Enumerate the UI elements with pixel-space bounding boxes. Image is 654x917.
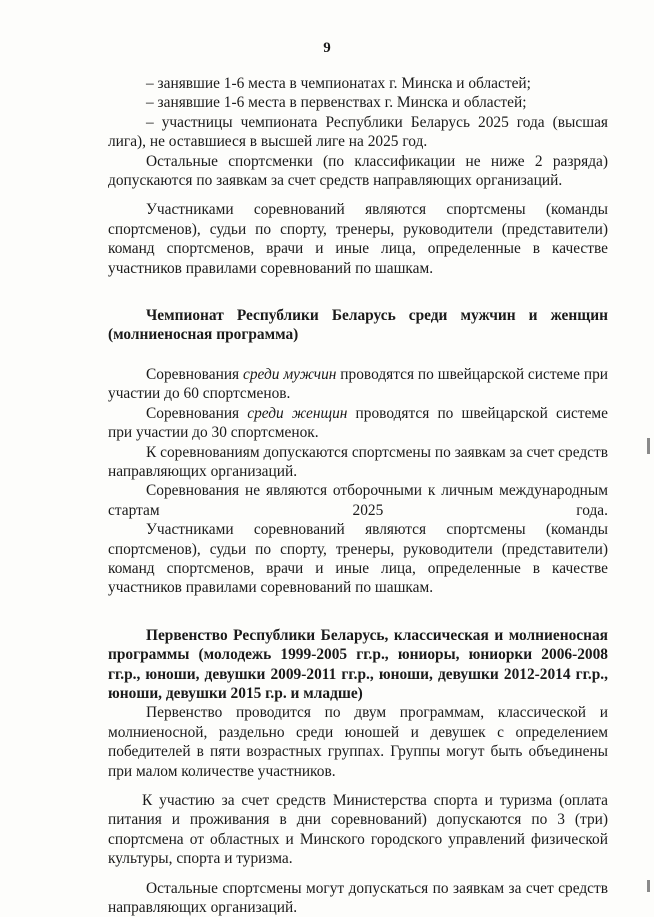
text: проводятся по швейцарской системе при участии до 60 спортсменов. — [108, 365, 608, 403]
list-item: – участницы чемпионата Республики Беларусь 2025 года (высшая лига), не оставшиеся в высшей лиге на 2025 год. — [108, 113, 608, 151]
paragraph-men — [108, 365, 608, 404]
text: Соревнования — [146, 404, 248, 422]
emphasis-women: среди женщин — [247, 404, 348, 422]
paragraph-women — [108, 404, 608, 443]
text: Соревнования — [146, 365, 244, 383]
list-item: – занявшие 1-6 места в первенствах г. Минска и областей; — [146, 94, 527, 112]
emphasis-men: среди мужчин — [243, 365, 337, 383]
paragraph-ministry-funding: К участию за счет средств Министерства спорта и туризма (оплата питания и проживания в дни соревнований) допускаются по 3 (три) спортсмена от областных и Минского городского управлений физической культуры, спорта и туризма. — [108, 792, 608, 868]
paragraph-other-athletes: Остальные спортсмены могут допускаться по заявкам за счет средств направляющих организаций. — [108, 879, 608, 917]
section-heading-youth-championship: Первенство Республики Беларусь, классическая и молниеносная программы (молодежь 1999-2005 гг.р., юниоры, юниорки 2006-2008 гг.р., юноши, девушки 2009-2011 гг.р., юноши, девушки 2012-2014 гг.р., юноши, девушки 2015 г.р. и младше) — [108, 626, 608, 702]
list-item: – занявшие 1-6 места в чемпионатах г. Минска и областей; — [146, 75, 531, 92]
page-content — [108, 74, 608, 917]
paragraph-qualifying: Соревнования не являются отборочными к личным международным стартам 2025 года. — [108, 482, 608, 519]
scan-edge-mark — [647, 880, 650, 892]
paragraph-programs: Первенство проводится по двум программам, классической и молниеносной, раздельно среди юношей и девушек с определением победителей в пяти возрастных группах. Группы могут быть объединены при малом количестве участников. — [108, 704, 608, 780]
scan-edge-mark — [647, 438, 650, 454]
paragraph-other-athletes: Остальные спортсменки (по классификации не ниже 2 разряда) допускаются по заявкам за счет средств направляющих организаций. — [108, 152, 608, 190]
text: проводятся по швейцарской системе при участии до 30 спортсменок. — [108, 404, 608, 442]
paragraph-admission: К соревнованиям допускаются спортсмены по заявкам за счет средств направляющих организаций. — [108, 443, 608, 480]
page-number: 9 — [323, 40, 331, 56]
paragraph-participants: Участниками соревнований являются спортсмены (команды спортсменов), судьи по спорту, тренеры, руководители (представители) команд спортсменов, врачи и иные лица, определенные в качестве участников правилами соревнований по шашкам. — [108, 201, 608, 277]
paragraph-participants: Участниками соревнований являются спортсмены (команды спортсменов), судьи по спорту, тренеры, руководители (представители) команд спортсменов, врачи и иные лица, определенные в качестве участников правилами соревнований по шашкам. — [108, 521, 608, 597]
section-heading-championship: Чемпионат Республики Беларусь среди мужчин и женщин (молниеносная программа) — [108, 307, 608, 344]
